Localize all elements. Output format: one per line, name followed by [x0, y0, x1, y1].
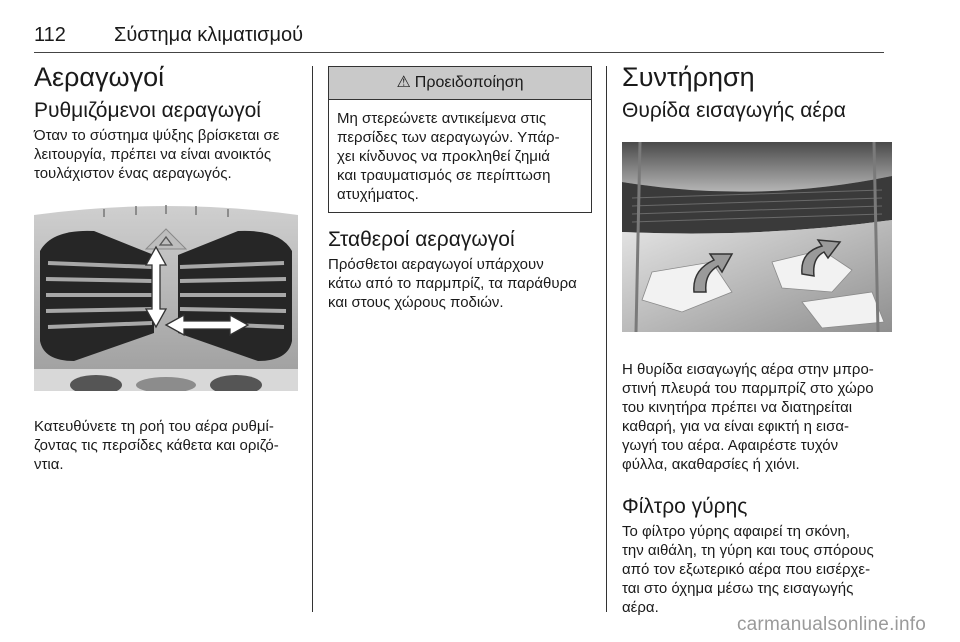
- caption-air-intake: Η θυρίδα εισαγωγής αέρα στην μπρο- στινή πλευρά του παρμπρίζ στο χώρο του κινητήρα πρέπει να διατηρείται καθαρή, για να είναι εφικτή η εισα- γωγή του αέρα. Αφαιρέστε τυχόν φύλλα, ακαθαρσίες ή χιόνι.: [622, 361, 874, 473]
- watermark-text: carmanualsonline.info: [736, 614, 926, 635]
- paragraph-fixed-vents: Πρόσθετοι αεραγωγοί υπάρχουν κάτω από το παρμπρίζ, τα παράθυρα και στους χώρους ποδιών.: [328, 256, 577, 311]
- warning-text: Μη στερεώνετε αντικείμενα στις περσίδες των αεραγωγών. Υπάρ- χει κίνδυνος να προκληθεί ζημιά και τραυματισμός σε περίπτωση ατυχήματος.: [337, 110, 560, 203]
- warning-header: [329, 67, 591, 100]
- caption-vent-direction: Κατευθύνετε τη ροή του αέρα ρυθμί- ζοντας τις περσίδες κάθετα και οριζό- ντια.: [34, 418, 279, 473]
- section-title-maintenance: Συντήρηση: [622, 62, 755, 92]
- page-header: [34, 22, 884, 53]
- section-title-vents: Αεραγωγοί: [34, 62, 165, 92]
- column-warning: [328, 60, 592, 312]
- chapter-title: Σύστημα κλιματισμού: [114, 24, 304, 46]
- warning-icon: ⚠: [396, 74, 411, 91]
- warning-title: Προειδοποίηση: [414, 74, 524, 91]
- warning-box: [328, 66, 592, 213]
- air-intake-illustration: [622, 142, 892, 332]
- subtitle-air-intake: Θυρίδα εισαγωγής αέρα: [622, 99, 846, 122]
- paragraph-pollen-filter: Το φίλτρο γύρης αφαιρεί τη σκόνη, την αιθάλη, τη γύρη και τους σπόρους από τον εξωτερικό αέρα που εισέρχε- ται στο όχημα μέσω της εισαγωγής αέρα.: [622, 523, 874, 616]
- column-divider-left: [312, 66, 313, 612]
- column-maintenance: [622, 60, 892, 617]
- subtitle-pollen-filter: Φίλτρο γύρης: [622, 495, 748, 518]
- paragraph-adjustable-vents: Όταν το σύστημα ψύξης βρίσκεται σε λειτουργία, πρέπει να είναι ανοικτός τουλάχιστον ένας αεραγωγός.: [34, 127, 280, 182]
- column-divider-right: [606, 66, 607, 612]
- subtitle-fixed-vents: Σταθεροί αεραγωγοί: [328, 228, 515, 251]
- page-number: 112: [34, 24, 66, 46]
- column-vents: [34, 60, 298, 474]
- subtitle-adjustable-vents: Ρυθμιζόμενοι αεραγωγοί: [34, 99, 261, 122]
- vent-illustration: [34, 201, 298, 391]
